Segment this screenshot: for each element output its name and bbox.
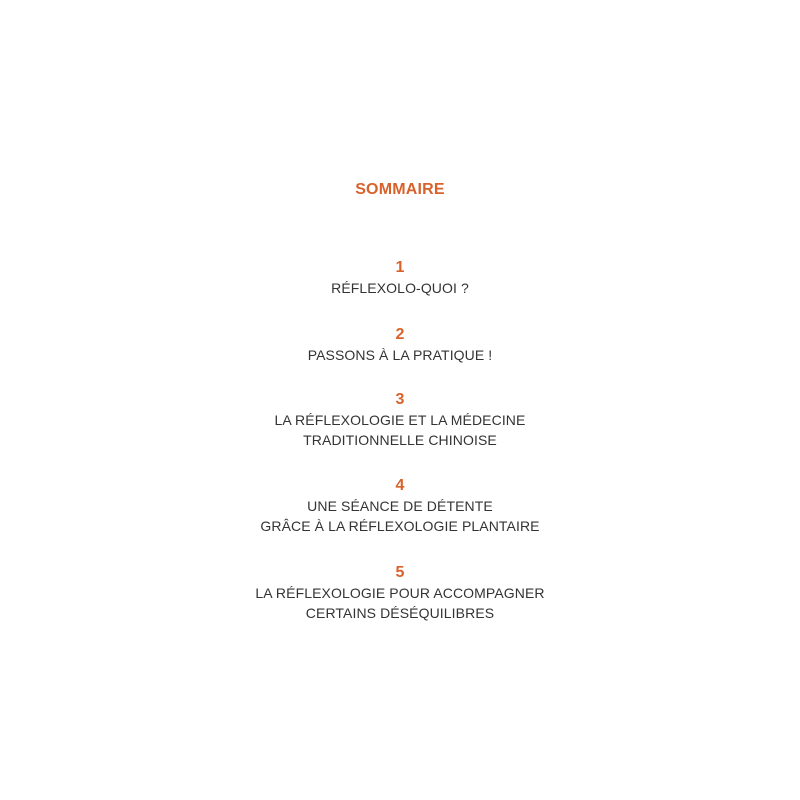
- toc-entry-number: 4: [395, 477, 405, 494]
- toc-entry-number: 1: [395, 259, 405, 276]
- toc-entry-1: [0, 258, 800, 298]
- toc-entry-title-line-2: CERTAINS DÉSÉQUILIBRES: [305, 605, 495, 621]
- toc-entry-title-line-1: UNE SÉANCE DE DÉTENTE: [307, 498, 493, 514]
- toc-entry-number: 5: [395, 564, 405, 581]
- toc-entry-title-line-1: LA RÉFLEXOLOGIE POUR ACCOMPAGNER: [255, 585, 545, 601]
- toc-entry-number: 3: [395, 391, 405, 408]
- toc-entry-title: RÉFLEXOLO-QUOI ?: [331, 280, 469, 296]
- toc-entry-number: 2: [395, 326, 405, 343]
- toc-entry-title-line-1: LA RÉFLEXOLOGIE ET LA MÉDECINE: [274, 412, 526, 428]
- toc-title: SOMMAIRE: [355, 181, 445, 198]
- toc-entry-5: [0, 563, 800, 623]
- toc-entry-4: [0, 476, 800, 536]
- toc-entry-title-line-2: GRÂCE À LA RÉFLEXOLOGIE PLANTAIRE: [260, 518, 540, 534]
- toc-entry-3: [0, 390, 800, 450]
- toc-entry-title: PASSONS À LA PRATIQUE !: [307, 347, 493, 363]
- toc-entry-title-line-2: TRADITIONNELLE CHINOISE: [303, 432, 497, 448]
- toc-entry-2: [0, 325, 800, 365]
